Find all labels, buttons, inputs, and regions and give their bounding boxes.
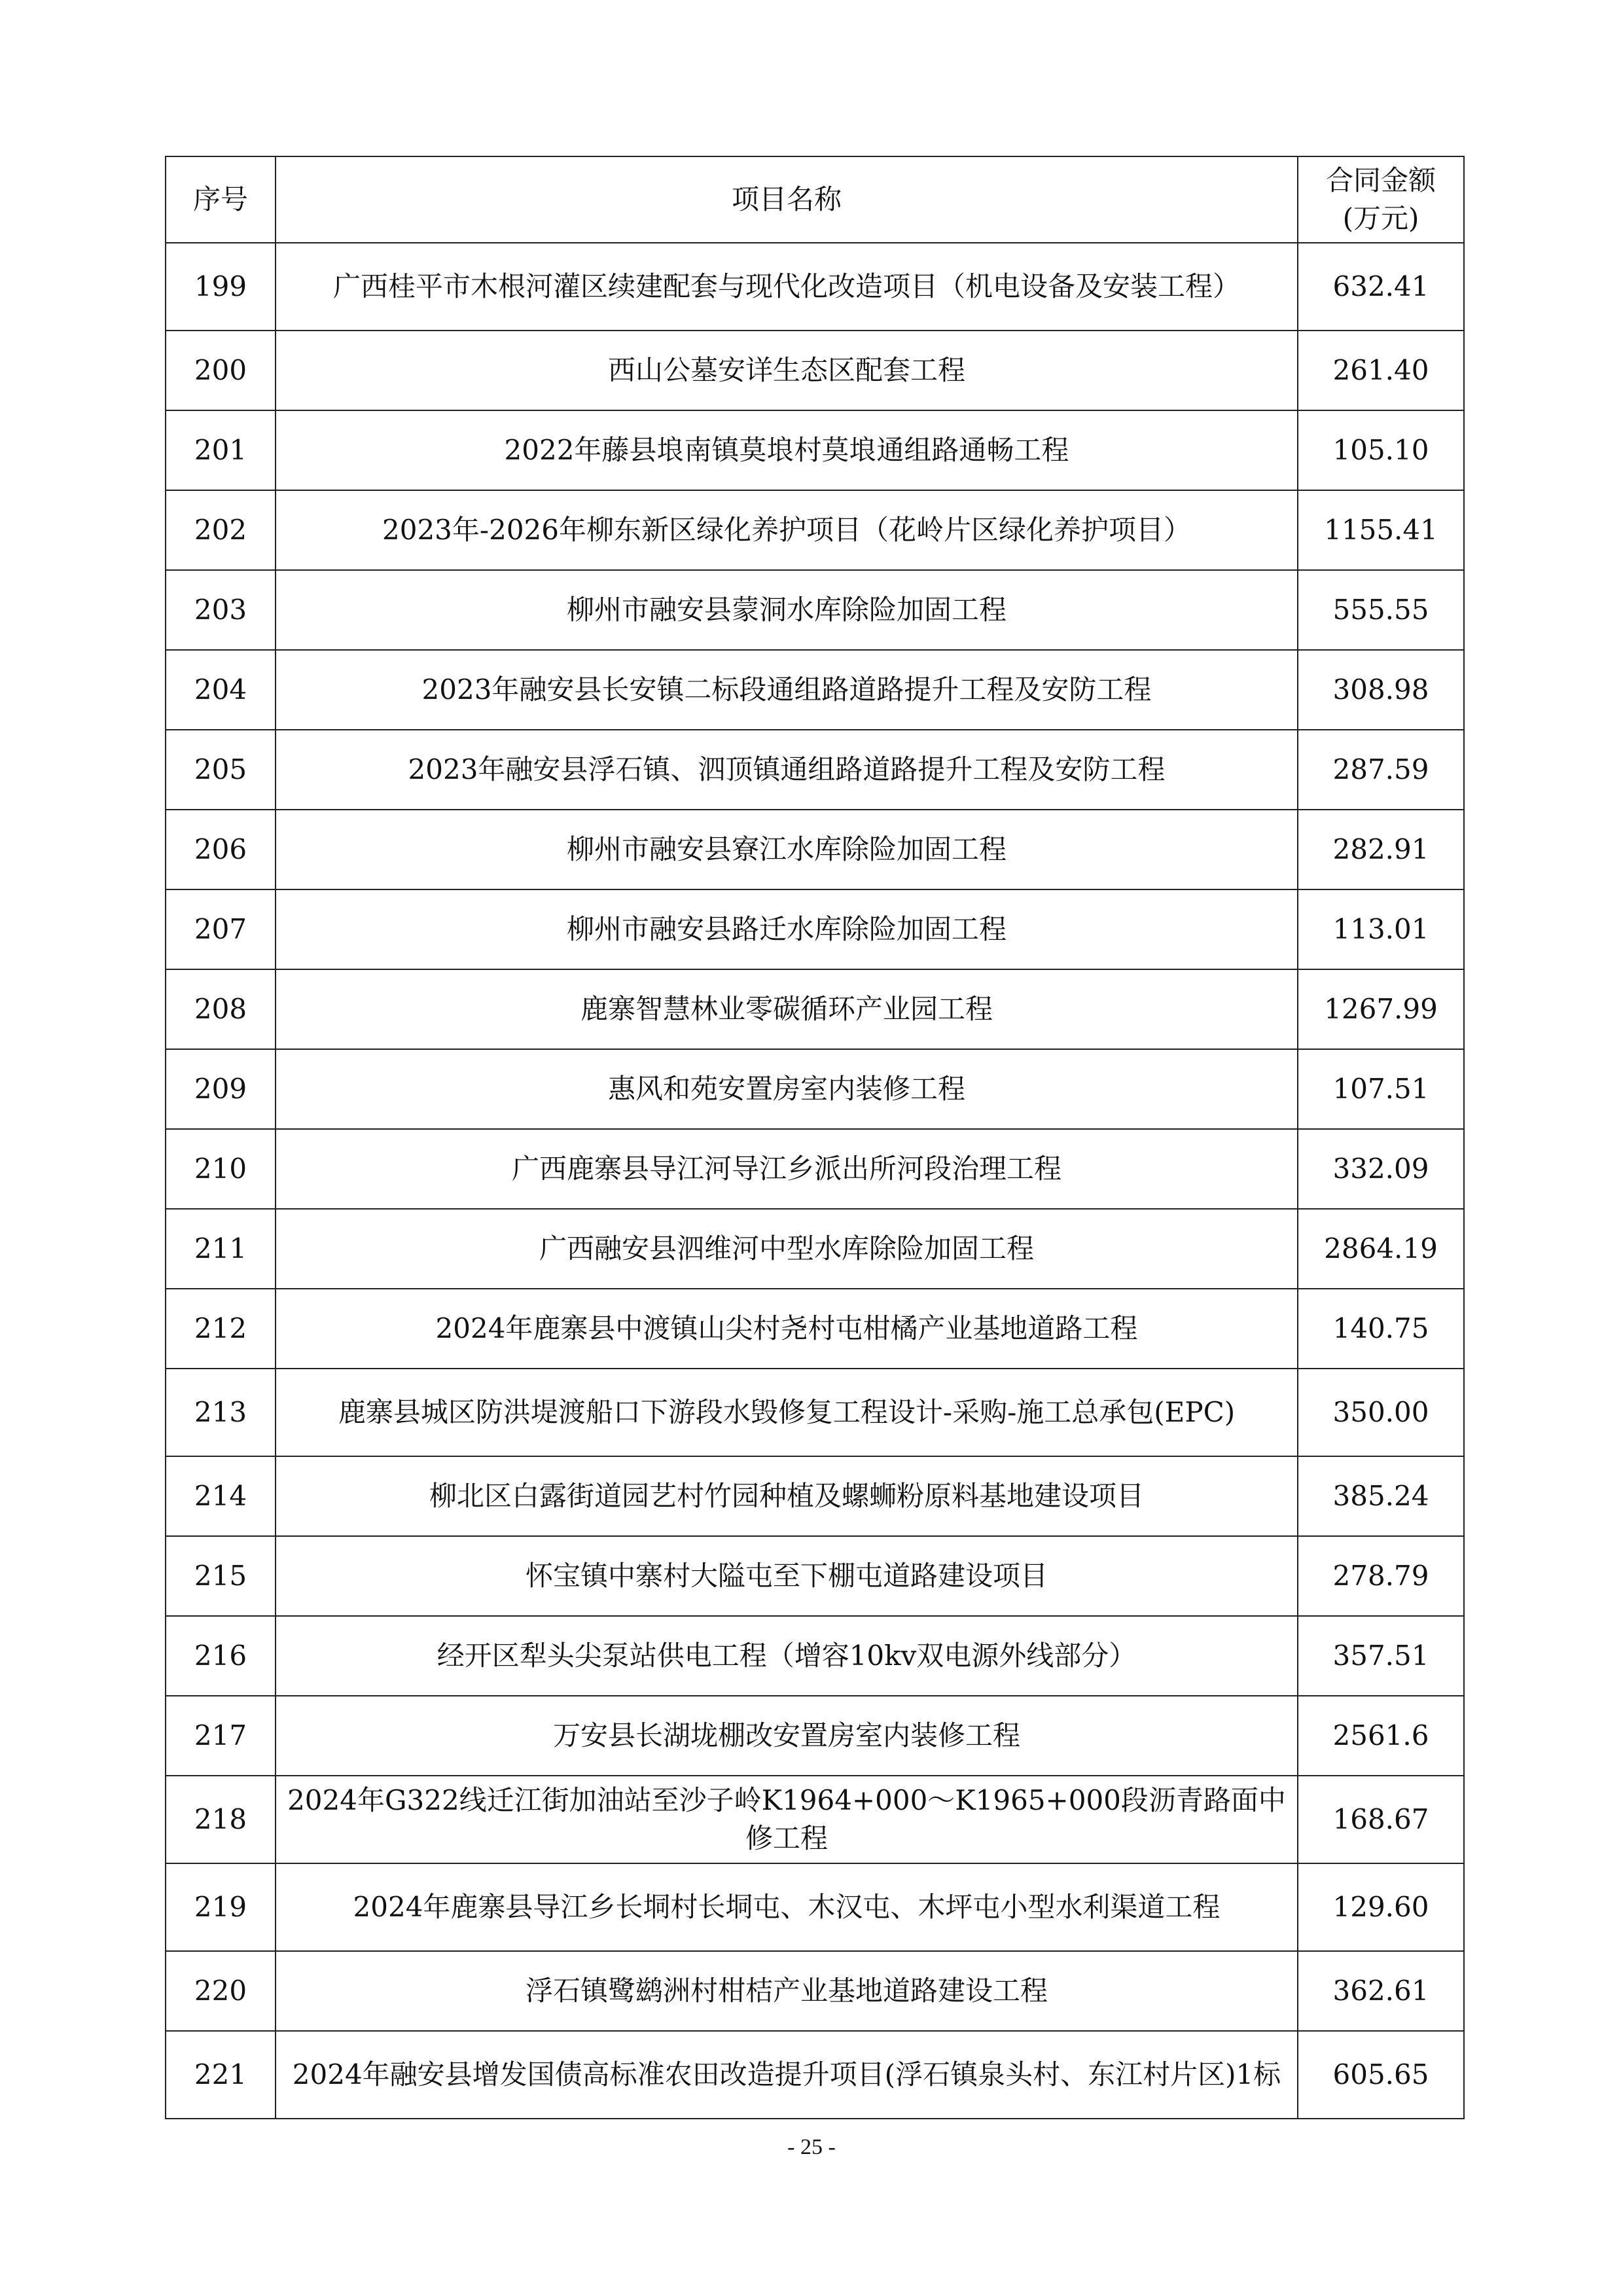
row-serial-number: 218 [166, 1776, 276, 1863]
header-project-name: 项目名称 [276, 156, 1298, 243]
row-contract-amount: 105.10 [1298, 410, 1464, 490]
table-row [166, 730, 1464, 810]
row-contract-amount: 168.67 [1298, 1776, 1464, 1863]
row-project-name: 2022年藤县埌南镇莫埌村莫埌通组路通畅工程 [276, 410, 1298, 490]
table-row [166, 570, 1464, 650]
row-serial-number: 207 [166, 889, 276, 969]
row-project-name: 2023年融安县浮石镇、泗顶镇通组路道路提升工程及安防工程 [276, 730, 1298, 810]
project-table [165, 156, 1465, 2119]
row-serial-number: 219 [166, 1863, 276, 1951]
row-serial-number: 210 [166, 1129, 276, 1209]
row-serial-number: 202 [166, 490, 276, 570]
row-serial-number: 215 [166, 1536, 276, 1616]
row-serial-number: 213 [166, 1369, 276, 1456]
header-row [166, 156, 1464, 243]
row-contract-amount: 107.51 [1298, 1049, 1464, 1129]
row-contract-amount: 282.91 [1298, 810, 1464, 889]
row-project-name: 怀宝镇中寨村大隘屯至下棚屯道路建设项目 [276, 1536, 1298, 1616]
table-row [166, 410, 1464, 490]
row-project-name: 经开区犁头尖泵站供电工程（增容10kv双电源外线部分） [276, 1616, 1298, 1696]
table-row [166, 1863, 1464, 1951]
row-contract-amount: 362.61 [1298, 1951, 1464, 2031]
row-project-name: 柳北区白露街道园艺村竹园种植及螺蛳粉原料基地建设项目 [276, 1456, 1298, 1536]
table-row [166, 650, 1464, 730]
row-serial-number: 205 [166, 730, 276, 810]
row-contract-amount: 357.51 [1298, 1616, 1464, 1696]
row-serial-number: 200 [166, 331, 276, 410]
table-row [166, 889, 1464, 969]
header-contract-amount [1298, 156, 1464, 243]
row-contract-amount: 332.09 [1298, 1129, 1464, 1209]
table-row [166, 2031, 1464, 2119]
row-project-name: 万安县长湖垅棚改安置房室内装修工程 [276, 1696, 1298, 1776]
row-contract-amount: 308.98 [1298, 650, 1464, 730]
table-row [166, 1696, 1464, 1776]
row-contract-amount: 605.65 [1298, 2031, 1464, 2119]
header-contract-amount-line1: 合同金额 [1325, 164, 1436, 196]
row-contract-amount: 140.75 [1298, 1289, 1464, 1369]
table-row [166, 1951, 1464, 2031]
row-project-name: 广西融安县泗维河中型水库除险加固工程 [276, 1209, 1298, 1289]
row-serial-number: 203 [166, 570, 276, 650]
row-contract-amount: 1155.41 [1298, 490, 1464, 570]
table-row [166, 1049, 1464, 1129]
table-row [166, 1209, 1464, 1289]
row-project-name: 2024年鹿寨县导江乡长垌村长垌屯、木汉屯、木坪屯小型水利渠道工程 [276, 1863, 1298, 1951]
row-serial-number: 220 [166, 1951, 276, 2031]
row-contract-amount: 113.01 [1298, 889, 1464, 969]
row-contract-amount: 129.60 [1298, 1863, 1464, 1951]
row-contract-amount: 1267.99 [1298, 969, 1464, 1049]
row-project-name: 柳州市融安县路迁水库除险加固工程 [276, 889, 1298, 969]
table-header [166, 156, 1464, 243]
row-contract-amount: 278.79 [1298, 1536, 1464, 1616]
table-row [166, 810, 1464, 889]
row-serial-number: 206 [166, 810, 276, 889]
row-project-name: 鹿寨县城区防洪堤渡船口下游段水毁修复工程设计-采购-施工总承包(EPC) [276, 1369, 1298, 1456]
row-project-name: 柳州市融安县蒙洞水库除险加固工程 [276, 570, 1298, 650]
row-project-name: 柳州市融安县寮江水库除险加固工程 [276, 810, 1298, 889]
table-row [166, 243, 1464, 331]
row-project-name: 2023年-2026年柳东新区绿化养护项目（花岭片区绿化养护项目） [276, 490, 1298, 570]
row-project-name: 惠风和苑安置房室内装修工程 [276, 1049, 1298, 1129]
row-serial-number: 221 [166, 2031, 276, 2119]
row-project-name: 2024年鹿寨县中渡镇山尖村尧村屯柑橘产业基地道路工程 [276, 1289, 1298, 1369]
row-serial-number: 216 [166, 1616, 276, 1696]
row-project-name: 广西鹿寨县导江河导江乡派出所河段治理工程 [276, 1129, 1298, 1209]
row-serial-number: 199 [166, 243, 276, 331]
row-project-name: 2024年融安县增发国债高标准农田改造提升项目(浮石镇泉头村、东江村片区)1标 [276, 2031, 1298, 2119]
row-contract-amount: 261.40 [1298, 331, 1464, 410]
header-contract-amount-line2: (万元) [1342, 202, 1419, 234]
row-contract-amount: 632.41 [1298, 243, 1464, 331]
row-project-name: 2024年G322线迁江街加油站至沙子岭K1964+000～K1965+000段沥青路面中修工程 [276, 1776, 1298, 1863]
row-contract-amount: 2561.6 [1298, 1696, 1464, 1776]
row-serial-number: 211 [166, 1209, 276, 1289]
table-row [166, 1129, 1464, 1209]
row-contract-amount: 385.24 [1298, 1456, 1464, 1536]
row-serial-number: 217 [166, 1696, 276, 1776]
table-row [166, 331, 1464, 410]
table-row [166, 1536, 1464, 1616]
row-contract-amount: 2864.19 [1298, 1209, 1464, 1289]
row-project-name: 2023年融安县长安镇二标段通组路道路提升工程及安防工程 [276, 650, 1298, 730]
table-row [166, 1616, 1464, 1696]
table-row [166, 1289, 1464, 1369]
table-row [166, 1369, 1464, 1456]
row-contract-amount: 287.59 [1298, 730, 1464, 810]
table-row [166, 1456, 1464, 1536]
row-project-name: 广西桂平市木根河灌区续建配套与现代化改造项目（机电设备及安装工程） [276, 243, 1298, 331]
row-serial-number: 214 [166, 1456, 276, 1536]
row-project-name: 浮石镇鹭鹚洲村柑桔产业基地道路建设工程 [276, 1951, 1298, 2031]
page-number: - 25 - [787, 2135, 836, 2159]
row-project-name: 鹿寨智慧林业零碳循环产业园工程 [276, 969, 1298, 1049]
row-contract-amount: 350.00 [1298, 1369, 1464, 1456]
table-row [166, 490, 1464, 570]
row-contract-amount: 555.55 [1298, 570, 1464, 650]
row-serial-number: 201 [166, 410, 276, 490]
row-project-name: 西山公墓安详生态区配套工程 [276, 331, 1298, 410]
row-serial-number: 212 [166, 1289, 276, 1369]
row-serial-number: 204 [166, 650, 276, 730]
table-row [166, 1776, 1464, 1863]
row-serial-number: 209 [166, 1049, 276, 1129]
table-body [166, 243, 1464, 2119]
table-row [166, 969, 1464, 1049]
header-serial-number: 序号 [166, 156, 276, 243]
row-serial-number: 208 [166, 969, 276, 1049]
